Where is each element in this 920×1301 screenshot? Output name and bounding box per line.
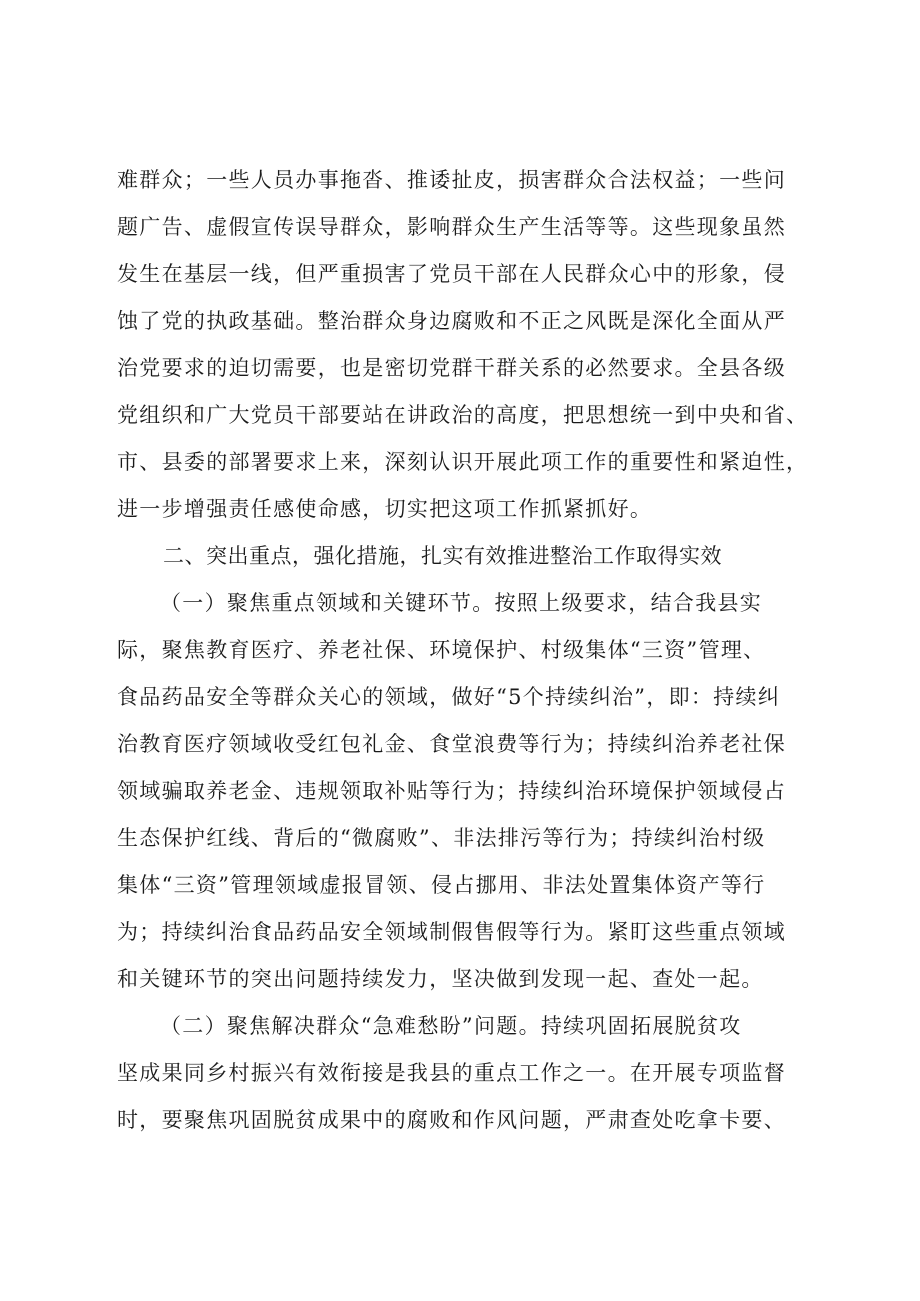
body-line <box>0 674 920 720</box>
body-line <box>0 345 920 391</box>
body-line <box>0 721 920 767</box>
body-line <box>0 392 920 438</box>
line-text: 蚀了党的执政基础。整治群众身边腐败和不正之风既是深化全面从严 <box>117 309 786 333</box>
body-line <box>0 909 920 955</box>
line-text: 际，聚焦教育医疗、养老社保、环境保护、村级集体“三资”管理、 <box>117 638 766 662</box>
body-line <box>0 251 920 297</box>
line-text: 生态保护红线、背后的“微腐败”、非法排污等行为；持续纠治村级 <box>117 826 766 850</box>
body-line <box>0 486 920 532</box>
line-text: 集体“三资”管理领域虚报冒领、侵占挪用、非法处置集体资产等行 <box>117 873 766 897</box>
line-text: 题广告、虚假宣传误导群众，影响群众生产生活等等。这些现象虽然 <box>117 215 786 239</box>
body-line <box>0 439 920 485</box>
body-line <box>0 627 920 673</box>
line-text: 时，要聚焦巩固脱贫成果中的腐败和作风问题，严肃查处吃拿卡要、 <box>117 1108 786 1132</box>
body-line <box>0 815 920 861</box>
body-line <box>0 862 920 908</box>
section-heading-text: 二、突出重点，强化措施，扎实有效推进整治工作取得实效 <box>163 544 722 568</box>
body-line <box>0 580 920 626</box>
line-text: 发生在基层一线，但严重损害了党员干部在人民群众心中的形象，侵 <box>117 262 786 286</box>
line-text: 党组织和广大党员干部要站在讲政治的高度，把思想统一到中央和省、 <box>117 403 809 427</box>
body-line <box>0 298 920 344</box>
body-line <box>0 1050 920 1096</box>
body-line <box>0 204 920 250</box>
line-text: 领域骗取养老金、违规领取补贴等行为；持续纠治环境保护领域侵占 <box>117 779 786 803</box>
line-text: （一）聚焦重点领域和关键环节。按照上级要求，结合我县实 <box>160 591 763 615</box>
body-line <box>0 768 920 814</box>
body-line <box>0 1097 920 1143</box>
line-text: 进一步增强责任感使命感，切实把这项工作抓紧抓好。 <box>117 497 653 521</box>
line-text: 和关键环节的突出问题持续发力，坚决做到发现一起、查处一起。 <box>117 967 764 991</box>
section-heading <box>0 533 920 579</box>
line-text: 食品药品安全等群众关心的领域，做好“5个持续纠治”，即：持续纠 <box>117 685 781 709</box>
line-text: 治教育医疗领域收受红包礼金、食堂浪费等行为；持续纠治养老社保 <box>117 732 786 756</box>
line-text: 为；持续纠治食品药品安全领域制假售假等行为。紧盯这些重点领域 <box>117 920 786 944</box>
line-text: 治党要求的迫切需要，也是密切党群干群关系的必然要求。全县各级 <box>117 356 786 380</box>
body-line <box>0 1003 920 1049</box>
line-text: （二）聚焦解决群众“急难愁盼”问题。持续巩固拓展脱贫攻 <box>160 1014 742 1038</box>
line-text: 难群众；一些人员办事拖沓、推诿扯皮，损害群众合法权益；一些问 <box>117 168 786 192</box>
body-line <box>0 956 920 1002</box>
body-line <box>0 157 920 203</box>
line-text: 市、县委的部署要求上来，深刻认识开展此项工作的重要性和紧迫性， <box>117 450 809 474</box>
line-text: 坚成果同乡村振兴有效衔接是我县的重点工作之一。在开展专项监督 <box>117 1061 786 1085</box>
